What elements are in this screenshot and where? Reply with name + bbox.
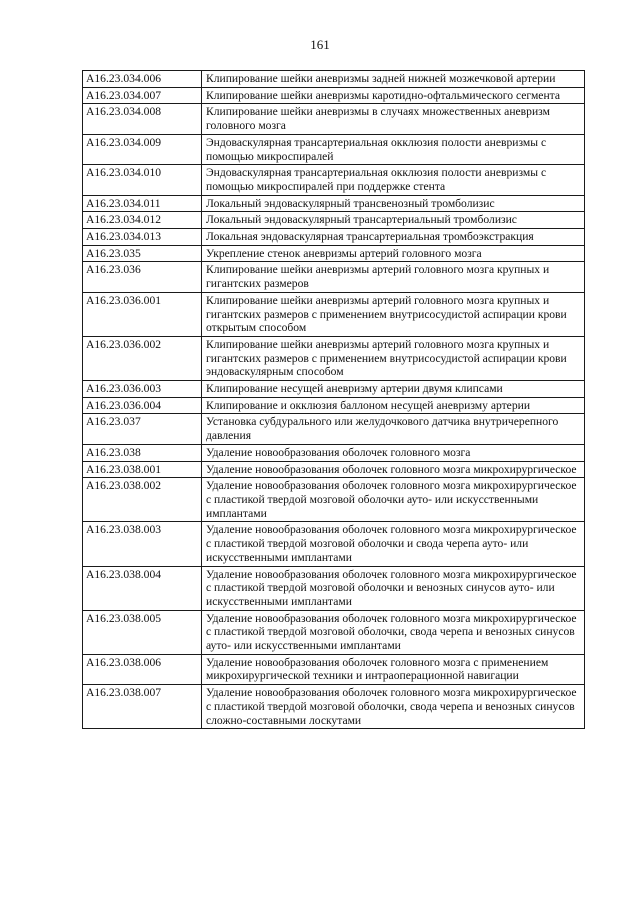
table-row [83, 444, 585, 461]
procedure-name: Локальный эндоваскулярный трансартериальный тромболизис [202, 212, 585, 229]
procedure-code: A16.23.034.013 [83, 229, 202, 246]
procedure-name: Клипирование шейки аневризмы задней нижней мозжечковой артерии [202, 71, 585, 88]
table-row [83, 104, 585, 134]
procedure-code: A16.23.034.009 [83, 134, 202, 164]
procedure-code: A16.23.038.005 [83, 610, 202, 654]
procedure-code: A16.23.034.008 [83, 104, 202, 134]
table-row [83, 397, 585, 414]
procedure-code: A16.23.034.007 [83, 87, 202, 104]
table-row [83, 522, 585, 566]
procedure-code: A16.23.038.001 [83, 461, 202, 478]
table-row [83, 262, 585, 292]
procedure-code: A16.23.035 [83, 245, 202, 262]
table-row [83, 195, 585, 212]
table-row [83, 381, 585, 398]
procedure-name: Локальная эндоваскулярная трансартериальная тромбоэкстракция [202, 229, 585, 246]
page-number: 161 [310, 37, 330, 52]
procedure-code: A16.23.034.012 [83, 212, 202, 229]
procedure-code: A16.23.036 [83, 262, 202, 292]
procedure-name: Клипирование шейки аневризмы артерий головного мозга крупных и гигантских размеров с применением внутрисосудистой аспирации крови эндоваскулярным способом [202, 336, 585, 380]
procedure-code: A16.23.038.006 [83, 654, 202, 684]
procedure-code: A16.23.038.003 [83, 522, 202, 566]
table-row [83, 685, 585, 729]
procedure-name: Установка субдурального или желудочкового датчика внутричерепного давления [202, 414, 585, 444]
procedure-code: A16.23.038.002 [83, 478, 202, 522]
table-row [83, 165, 585, 195]
table-row [83, 610, 585, 654]
procedure-name: Удаление новообразования оболочек головного мозга микрохирургическое с пластикой твердой мозговой оболочки и свода черепа ауто- или искусственными имплантами [202, 522, 585, 566]
procedure-name: Эндоваскулярная трансартериальная окклюзия полости аневризмы с помощью микроспиралей при поддержке стента [202, 165, 585, 195]
procedure-code: A16.23.034.006 [83, 71, 202, 88]
table-row [83, 336, 585, 380]
table-row [83, 134, 585, 164]
procedure-name: Клипирование шейки аневризмы артерий головного мозга крупных и гигантских размеров [202, 262, 585, 292]
table-row [83, 478, 585, 522]
procedure-code: A16.23.036.001 [83, 292, 202, 336]
table-row [83, 414, 585, 444]
procedure-code: A16.23.038.007 [83, 685, 202, 729]
table-row [83, 212, 585, 229]
procedure-code: A16.23.034.010 [83, 165, 202, 195]
procedure-code: A16.23.038 [83, 444, 202, 461]
procedure-name: Удаление новообразования оболочек головного мозга микрохирургическое с пластикой твердой мозговой оболочки и венозных синусов ауто- или искусственными имплантами [202, 566, 585, 610]
procedure-name: Удаление новообразования оболочек головного мозга с применением микрохирургической техники и интраоперационной навигации [202, 654, 585, 684]
table-row [83, 245, 585, 262]
procedure-name: Клипирование шейки аневризмы каротидно-офтальмического сегмента [202, 87, 585, 104]
procedure-code: A16.23.036.002 [83, 336, 202, 380]
procedure-name: Клипирование несущей аневризму артерии двумя клипсами [202, 381, 585, 398]
table-row [83, 292, 585, 336]
procedure-name: Удаление новообразования оболочек головного мозга [202, 444, 585, 461]
procedure-name: Локальный эндоваскулярный трансвенозный тромболизис [202, 195, 585, 212]
procedure-code: A16.23.038.004 [83, 566, 202, 610]
table-row [83, 229, 585, 246]
procedure-name: Клипирование и окклюзия баллоном несущей аневризму артерии [202, 397, 585, 414]
table-row [83, 654, 585, 684]
procedure-name: Удаление новообразования оболочек головного мозга микрохирургическое с пластикой твердой мозговой оболочки ауто- или искусственными имплантами [202, 478, 585, 522]
procedure-code-table [82, 70, 585, 729]
procedure-name: Укрепление стенок аневризмы артерий головного мозга [202, 245, 585, 262]
table-row [83, 461, 585, 478]
procedure-name: Удаление новообразования оболочек головного мозга микрохирургическое с пластикой твердой мозговой оболочки, свода черепа и венозных синусов сложно-составными лоскутами [202, 685, 585, 729]
procedure-name: Удаление новообразования оболочек головного мозга микрохирургическое с пластикой твердой мозговой оболочки, свода черепа и венозных синусов ауто- или искусственными имплантами [202, 610, 585, 654]
procedure-name: Удаление новообразования оболочек головного мозга микрохирургическое [202, 461, 585, 478]
procedure-name: Клипирование шейки аневризмы артерий головного мозга крупных и гигантских размеров с применением внутрисосудистой аспирации крови открытым способом [202, 292, 585, 336]
table-row [83, 566, 585, 610]
procedure-code: A16.23.034.011 [83, 195, 202, 212]
procedure-name: Клипирование шейки аневризмы в случаях множественных аневризм головного мозга [202, 104, 585, 134]
procedure-code: A16.23.036.003 [83, 381, 202, 398]
table-row [83, 87, 585, 104]
procedure-code: A16.23.036.004 [83, 397, 202, 414]
table-row [83, 71, 585, 88]
procedure-name: Эндоваскулярная трансартериальная окклюзия полости аневризмы с помощью микроспиралей [202, 134, 585, 164]
procedure-code: A16.23.037 [83, 414, 202, 444]
